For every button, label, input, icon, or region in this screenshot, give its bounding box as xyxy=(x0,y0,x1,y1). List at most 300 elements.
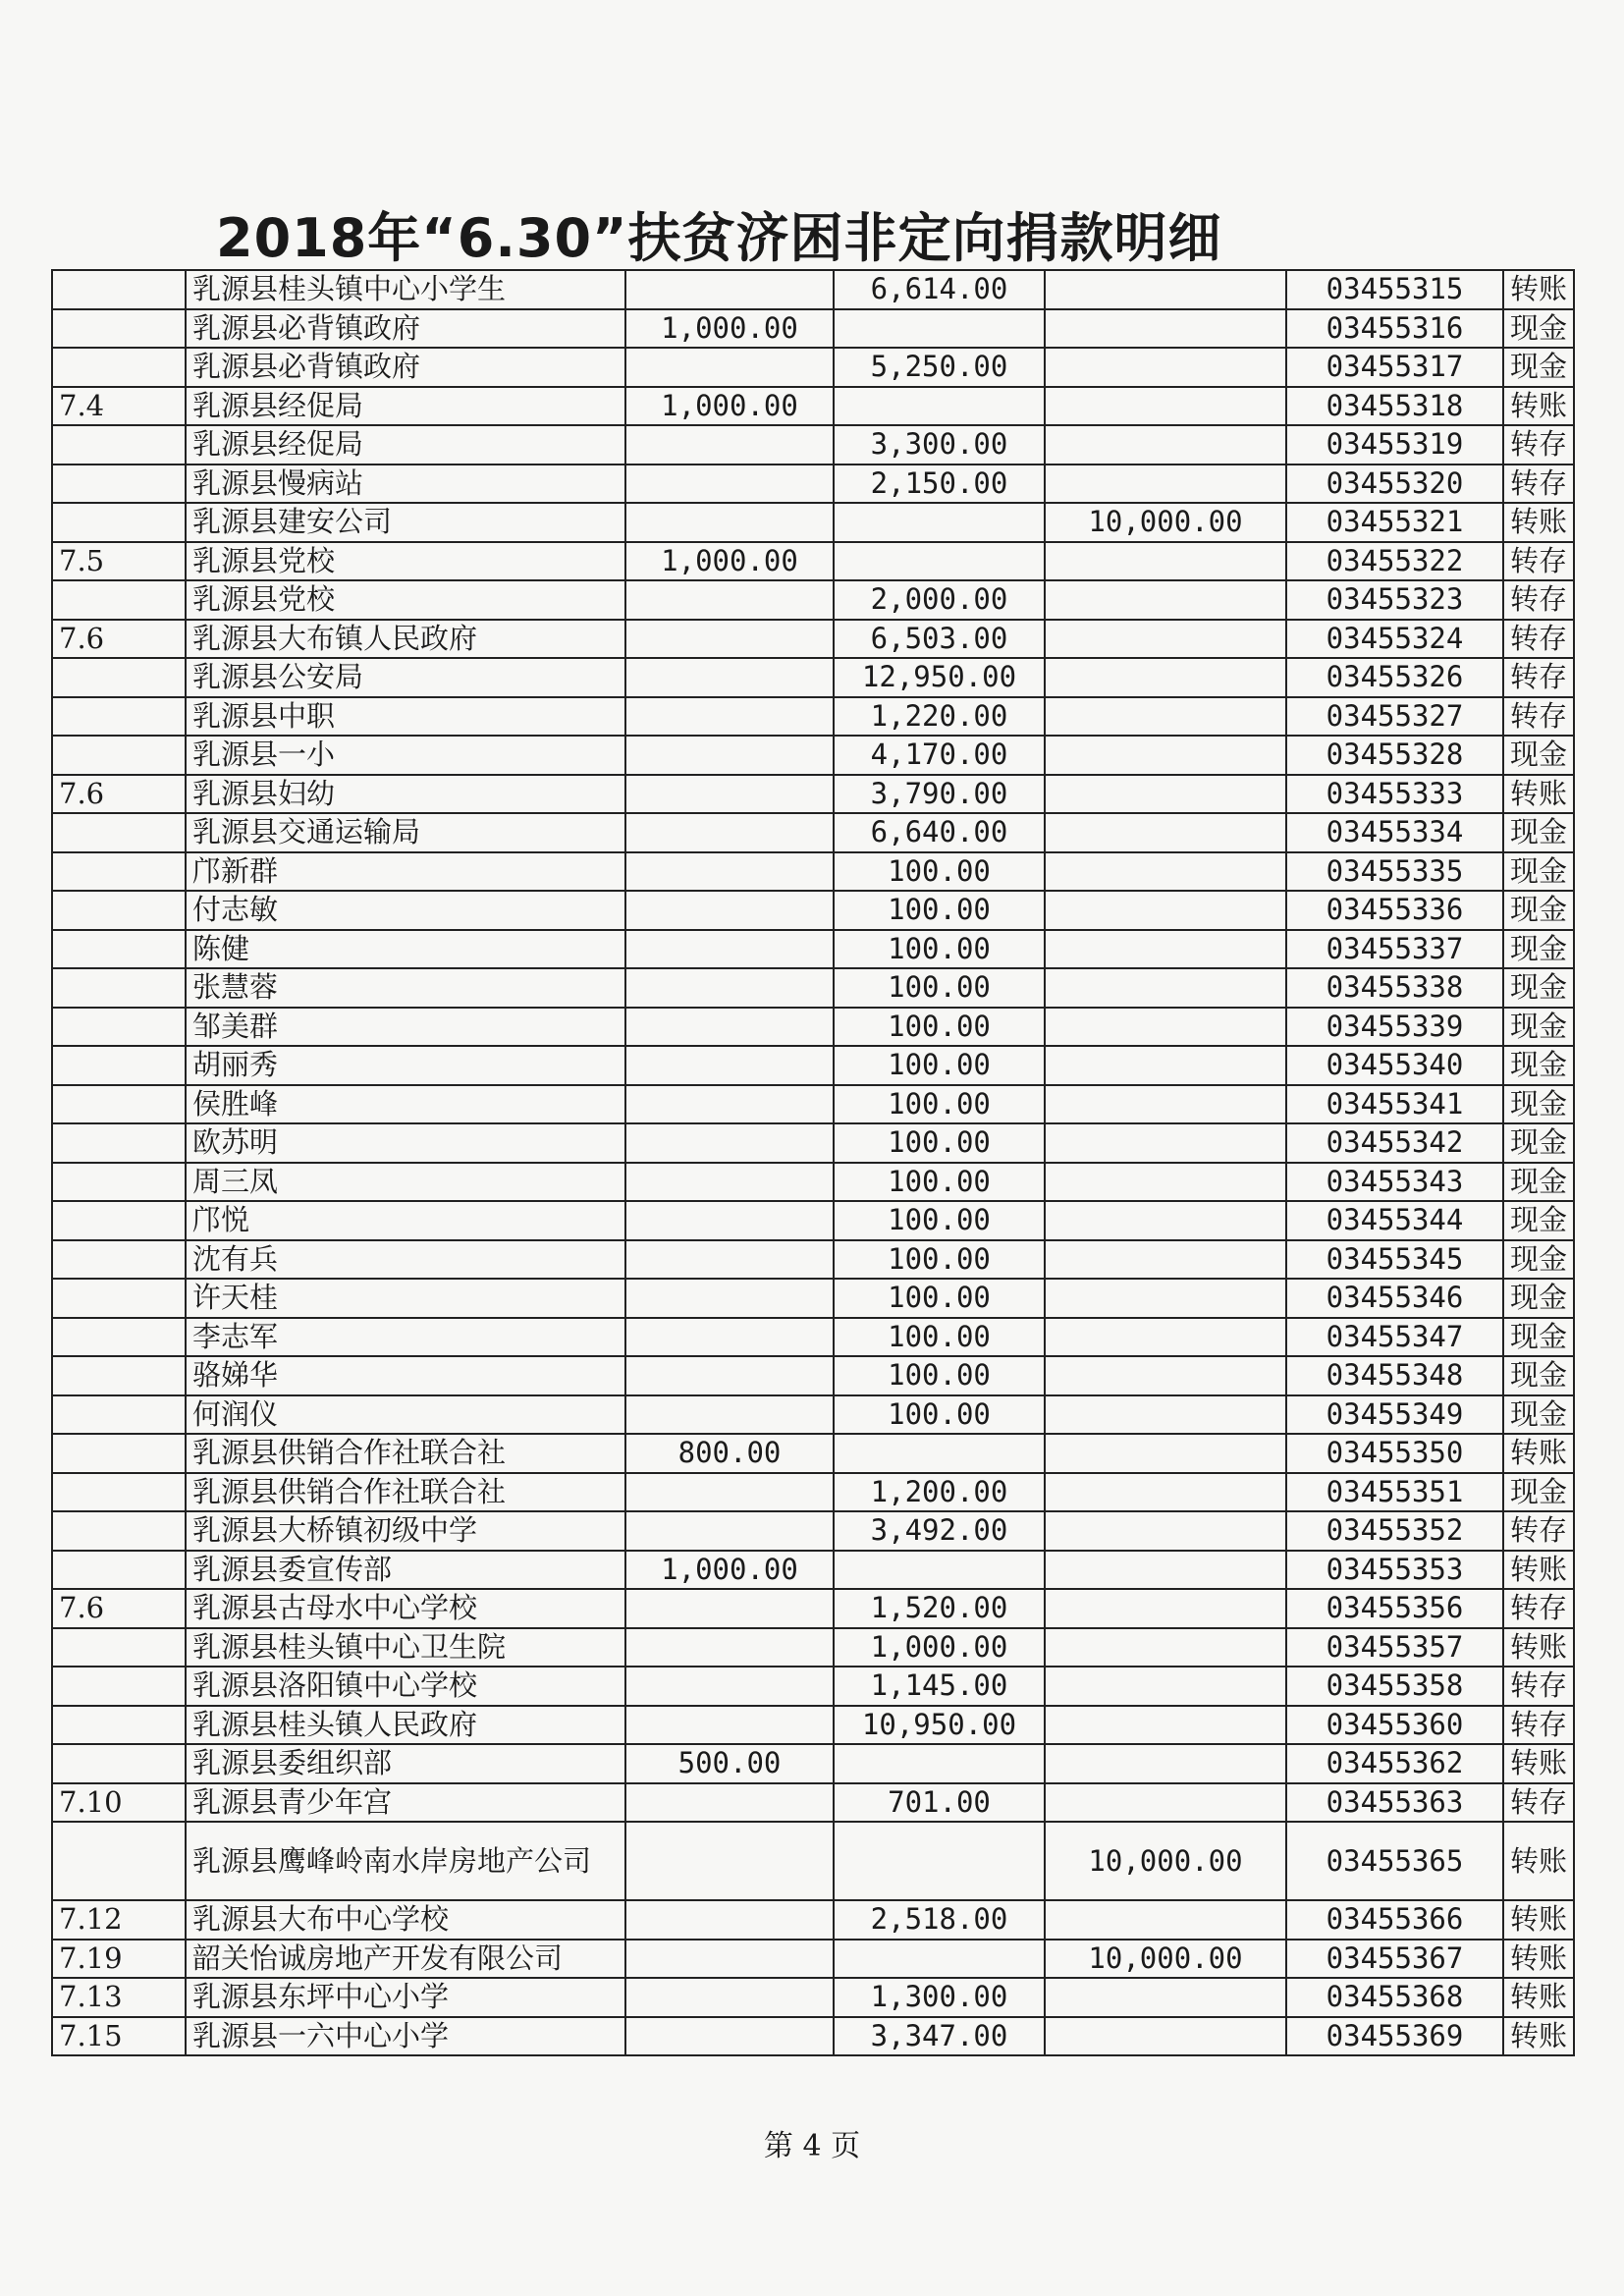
amount-col-3-cell xyxy=(1045,425,1286,465)
payment-method-cell: 转账 xyxy=(1503,1628,1574,1667)
amount-col-2-cell: 10,950.00 xyxy=(834,1706,1045,1745)
table-row xyxy=(52,1163,1574,1202)
amount-col-1-cell xyxy=(625,1163,834,1202)
amount-col-2-cell: 1,200.00 xyxy=(834,1473,1045,1512)
amount-col-1-cell: 800.00 xyxy=(625,1434,834,1473)
table-row xyxy=(52,1511,1574,1551)
amount-col-1-cell xyxy=(625,465,834,504)
date-cell xyxy=(52,1628,186,1667)
table-row xyxy=(52,775,1574,814)
payment-method-cell: 转存 xyxy=(1503,1589,1574,1628)
amount-col-3-cell xyxy=(1045,891,1286,930)
payment-method-cell: 现金 xyxy=(1503,1473,1574,1512)
payment-method-cell: 转账 xyxy=(1503,1822,1574,1900)
donor-name-cell: 乳源县古母水中心学校 xyxy=(186,1589,625,1628)
amount-col-3-cell xyxy=(1045,620,1286,659)
amount-col-2-cell xyxy=(834,1551,1045,1590)
amount-col-2-cell: 701.00 xyxy=(834,1783,1045,1823)
amount-col-2-cell: 100.00 xyxy=(834,1356,1045,1395)
amount-col-1-cell xyxy=(625,968,834,1008)
donor-name-cell: 乳源县妇幼 xyxy=(186,775,625,814)
donor-name-cell: 陈健 xyxy=(186,930,625,969)
amount-col-2-cell: 100.00 xyxy=(834,1046,1045,1085)
payment-method-cell: 转账 xyxy=(1503,2017,1574,2056)
amount-col-1-cell xyxy=(625,1628,834,1667)
donor-name-cell: 乳源县公安局 xyxy=(186,658,625,697)
receipt-number-cell: 03455321 xyxy=(1286,503,1503,542)
date-cell xyxy=(52,1822,186,1900)
date-cell xyxy=(52,1706,186,1745)
amount-col-1-cell: 1,000.00 xyxy=(625,309,834,349)
payment-method-cell: 转存 xyxy=(1503,1511,1574,1551)
table-row xyxy=(52,968,1574,1008)
table-row xyxy=(52,1201,1574,1240)
table-row xyxy=(52,736,1574,775)
receipt-number-cell: 03455363 xyxy=(1286,1783,1503,1823)
donor-name-cell: 韶关怡诚房地产开发有限公司 xyxy=(186,1940,625,1979)
amount-col-1-cell xyxy=(625,1123,834,1163)
amount-col-2-cell xyxy=(834,1434,1045,1473)
date-cell: 7.6 xyxy=(52,1589,186,1628)
receipt-number-cell: 03455362 xyxy=(1286,1744,1503,1783)
amount-col-1-cell xyxy=(625,852,834,892)
table-row xyxy=(52,1744,1574,1783)
donor-name-cell: 乳源县东坪中心小学 xyxy=(186,1978,625,2017)
payment-method-cell: 转存 xyxy=(1503,1667,1574,1706)
amount-col-2-cell xyxy=(834,1940,1045,1979)
receipt-number-cell: 03455366 xyxy=(1286,1900,1503,1940)
amount-col-1-cell xyxy=(625,1473,834,1512)
payment-method-cell: 现金 xyxy=(1503,1123,1574,1163)
date-cell xyxy=(52,1473,186,1512)
donor-name-cell: 乳源县桂头镇中心小学生 xyxy=(186,270,625,309)
amount-col-1-cell xyxy=(625,1085,834,1124)
amount-col-2-cell: 3,492.00 xyxy=(834,1511,1045,1551)
payment-method-cell: 现金 xyxy=(1503,968,1574,1008)
receipt-number-cell: 03455340 xyxy=(1286,1046,1503,1085)
donor-name-cell: 张慧蓉 xyxy=(186,968,625,1008)
date-cell xyxy=(52,1240,186,1280)
table-row xyxy=(52,270,1574,309)
amount-col-3-cell xyxy=(1045,1356,1286,1395)
amount-col-1-cell xyxy=(625,658,834,697)
amount-col-2-cell: 100.00 xyxy=(834,1240,1045,1280)
date-cell: 7.10 xyxy=(52,1783,186,1823)
amount-col-2-cell: 100.00 xyxy=(834,1201,1045,1240)
amount-col-3-cell xyxy=(1045,2017,1286,2056)
amount-col-1-cell xyxy=(625,1589,834,1628)
table-row xyxy=(52,1551,1574,1590)
receipt-number-cell: 03455352 xyxy=(1286,1511,1503,1551)
amount-col-1-cell xyxy=(625,1279,834,1318)
table-row xyxy=(52,658,1574,697)
amount-col-2-cell xyxy=(834,387,1045,426)
amount-col-2-cell xyxy=(834,1822,1045,1900)
amount-col-2-cell: 100.00 xyxy=(834,1085,1045,1124)
table-row xyxy=(52,891,1574,930)
amount-col-2-cell: 2,150.00 xyxy=(834,465,1045,504)
amount-col-3-cell xyxy=(1045,270,1286,309)
payment-method-cell: 现金 xyxy=(1503,1201,1574,1240)
payment-method-cell: 现金 xyxy=(1503,1163,1574,1202)
payment-method-cell: 转存 xyxy=(1503,1783,1574,1823)
receipt-number-cell: 03455365 xyxy=(1286,1822,1503,1900)
amount-col-1-cell xyxy=(625,1667,834,1706)
donor-name-cell: 乳源县党校 xyxy=(186,580,625,620)
receipt-number-cell: 03455353 xyxy=(1286,1551,1503,1590)
table-row xyxy=(52,1822,1574,1900)
table-row xyxy=(52,1434,1574,1473)
amount-col-1-cell xyxy=(625,736,834,775)
amount-col-1-cell xyxy=(625,348,834,387)
table-row xyxy=(52,425,1574,465)
amount-col-1-cell xyxy=(625,270,834,309)
amount-col-3-cell xyxy=(1045,1123,1286,1163)
receipt-number-cell: 03455349 xyxy=(1286,1395,1503,1435)
amount-col-1-cell xyxy=(625,1395,834,1435)
donor-name-cell: 乳源县必背镇政府 xyxy=(186,348,625,387)
payment-method-cell: 现金 xyxy=(1503,813,1574,852)
amount-col-1-cell xyxy=(625,1201,834,1240)
table-row xyxy=(52,1046,1574,1085)
payment-method-cell: 转存 xyxy=(1503,658,1574,697)
amount-col-2-cell: 6,640.00 xyxy=(834,813,1045,852)
donor-name-cell: 乳源县经促局 xyxy=(186,425,625,465)
amount-col-3-cell xyxy=(1045,1008,1286,1047)
donor-name-cell: 邝悦 xyxy=(186,1201,625,1240)
date-cell xyxy=(52,1123,186,1163)
payment-method-cell: 转账 xyxy=(1503,270,1574,309)
amount-col-3-cell xyxy=(1045,1201,1286,1240)
amount-col-3-cell xyxy=(1045,697,1286,737)
receipt-number-cell: 03455368 xyxy=(1286,1978,1503,2017)
donor-name-cell: 何润仪 xyxy=(186,1395,625,1435)
receipt-number-cell: 03455342 xyxy=(1286,1123,1503,1163)
donor-name-cell: 乳源县一小 xyxy=(186,736,625,775)
amount-col-3-cell xyxy=(1045,542,1286,581)
amount-col-2-cell: 1,520.00 xyxy=(834,1589,1045,1628)
amount-col-3-cell xyxy=(1045,1744,1286,1783)
amount-col-1-cell xyxy=(625,1783,834,1823)
amount-col-1-cell xyxy=(625,620,834,659)
table-row xyxy=(52,503,1574,542)
table-row xyxy=(52,697,1574,737)
amount-col-1-cell xyxy=(625,697,834,737)
payment-method-cell: 现金 xyxy=(1503,930,1574,969)
donor-name-cell: 乳源县大桥镇初级中学 xyxy=(186,1511,625,1551)
receipt-number-cell: 03455345 xyxy=(1286,1240,1503,1280)
receipt-number-cell: 03455351 xyxy=(1286,1473,1503,1512)
date-cell: 7.15 xyxy=(52,2017,186,2056)
receipt-number-cell: 03455335 xyxy=(1286,852,1503,892)
date-cell xyxy=(52,580,186,620)
receipt-number-cell: 03455315 xyxy=(1286,270,1503,309)
date-cell xyxy=(52,1511,186,1551)
receipt-number-cell: 03455347 xyxy=(1286,1318,1503,1357)
receipt-number-cell: 03455326 xyxy=(1286,658,1503,697)
receipt-number-cell: 03455367 xyxy=(1286,1940,1503,1979)
amount-col-2-cell: 100.00 xyxy=(834,930,1045,969)
donor-name-cell: 乳源县大布镇人民政府 xyxy=(186,620,625,659)
date-cell: 7.6 xyxy=(52,620,186,659)
donor-name-cell: 李志军 xyxy=(186,1318,625,1357)
amount-col-3-cell: 10,000.00 xyxy=(1045,503,1286,542)
amount-col-3-cell xyxy=(1045,813,1286,852)
amount-col-3-cell xyxy=(1045,465,1286,504)
donor-name-cell: 欧苏明 xyxy=(186,1123,625,1163)
date-cell: 7.13 xyxy=(52,1978,186,2017)
amount-col-1-cell xyxy=(625,813,834,852)
amount-col-1-cell xyxy=(625,1822,834,1900)
donor-name-cell: 乳源县桂头镇人民政府 xyxy=(186,1706,625,1745)
date-cell: 7.19 xyxy=(52,1940,186,1979)
receipt-number-cell: 03455341 xyxy=(1286,1085,1503,1124)
donor-name-cell: 付志敏 xyxy=(186,891,625,930)
receipt-number-cell: 03455339 xyxy=(1286,1008,1503,1047)
payment-method-cell: 转存 xyxy=(1503,620,1574,659)
date-cell xyxy=(52,1395,186,1435)
date-cell xyxy=(52,1163,186,1202)
amount-col-2-cell xyxy=(834,309,1045,349)
table-row xyxy=(52,542,1574,581)
amount-col-1-cell xyxy=(625,1046,834,1085)
table-row xyxy=(52,465,1574,504)
date-cell xyxy=(52,1008,186,1047)
payment-method-cell: 转账 xyxy=(1503,1551,1574,1590)
date-cell xyxy=(52,891,186,930)
receipt-number-cell: 03455360 xyxy=(1286,1706,1503,1745)
receipt-number-cell: 03455350 xyxy=(1286,1434,1503,1473)
amount-col-1-cell xyxy=(625,1940,834,1979)
amount-col-3-cell xyxy=(1045,1279,1286,1318)
amount-col-2-cell: 5,250.00 xyxy=(834,348,1045,387)
amount-col-3-cell xyxy=(1045,387,1286,426)
table-row xyxy=(52,852,1574,892)
amount-col-3-cell xyxy=(1045,1589,1286,1628)
date-cell xyxy=(52,697,186,737)
amount-col-3-cell: 10,000.00 xyxy=(1045,1940,1286,1979)
payment-method-cell: 转账 xyxy=(1503,1434,1574,1473)
table-row xyxy=(52,1395,1574,1435)
amount-col-2-cell: 4,170.00 xyxy=(834,736,1045,775)
table-row xyxy=(52,620,1574,659)
amount-col-2-cell: 100.00 xyxy=(834,1318,1045,1357)
amount-col-3-cell xyxy=(1045,1163,1286,1202)
amount-col-3-cell xyxy=(1045,1046,1286,1085)
donor-name-cell: 乳源县青少年宫 xyxy=(186,1783,625,1823)
amount-col-2-cell: 3,347.00 xyxy=(834,2017,1045,2056)
receipt-number-cell: 03455333 xyxy=(1286,775,1503,814)
date-cell: 7.4 xyxy=(52,387,186,426)
amount-col-1-cell: 1,000.00 xyxy=(625,542,834,581)
amount-col-2-cell: 6,614.00 xyxy=(834,270,1045,309)
donor-name-cell: 侯胜峰 xyxy=(186,1085,625,1124)
receipt-number-cell: 03455369 xyxy=(1286,2017,1503,2056)
receipt-number-cell: 03455318 xyxy=(1286,387,1503,426)
amount-col-2-cell: 1,000.00 xyxy=(834,1628,1045,1667)
receipt-number-cell: 03455348 xyxy=(1286,1356,1503,1395)
payment-method-cell: 现金 xyxy=(1503,1008,1574,1047)
receipt-number-cell: 03455343 xyxy=(1286,1163,1503,1202)
amount-col-3-cell xyxy=(1045,1318,1286,1357)
amount-col-1-cell xyxy=(625,891,834,930)
amount-col-3-cell xyxy=(1045,1511,1286,1551)
amount-col-3-cell xyxy=(1045,348,1286,387)
payment-method-cell: 转账 xyxy=(1503,1900,1574,1940)
amount-col-3-cell xyxy=(1045,1434,1286,1473)
donor-name-cell: 邹美群 xyxy=(186,1008,625,1047)
donor-name-cell: 乳源县必背镇政府 xyxy=(186,309,625,349)
amount-col-1-cell xyxy=(625,1900,834,1940)
amount-col-2-cell: 1,145.00 xyxy=(834,1667,1045,1706)
amount-col-1-cell: 500.00 xyxy=(625,1744,834,1783)
amount-col-1-cell xyxy=(625,930,834,969)
amount-col-2-cell: 100.00 xyxy=(834,1395,1045,1435)
amount-col-3-cell xyxy=(1045,658,1286,697)
date-cell xyxy=(52,736,186,775)
date-cell xyxy=(52,309,186,349)
amount-col-3-cell xyxy=(1045,852,1286,892)
date-cell xyxy=(52,658,186,697)
amount-col-2-cell: 2,518.00 xyxy=(834,1900,1045,1940)
payment-method-cell: 现金 xyxy=(1503,736,1574,775)
receipt-number-cell: 03455358 xyxy=(1286,1667,1503,1706)
receipt-number-cell: 03455324 xyxy=(1286,620,1503,659)
receipt-number-cell: 03455356 xyxy=(1286,1589,1503,1628)
donor-name-cell: 乳源县经促局 xyxy=(186,387,625,426)
donor-name-cell: 沈有兵 xyxy=(186,1240,625,1280)
receipt-number-cell: 03455346 xyxy=(1286,1279,1503,1318)
amount-col-2-cell xyxy=(834,1744,1045,1783)
amount-col-3-cell xyxy=(1045,968,1286,1008)
amount-col-1-cell xyxy=(625,425,834,465)
amount-col-3-cell xyxy=(1045,580,1286,620)
table-row xyxy=(52,1123,1574,1163)
table-row xyxy=(52,580,1574,620)
amount-col-2-cell: 3,300.00 xyxy=(834,425,1045,465)
amount-col-1-cell xyxy=(625,1978,834,2017)
payment-method-cell: 现金 xyxy=(1503,1395,1574,1435)
date-cell xyxy=(52,1434,186,1473)
amount-col-3-cell xyxy=(1045,1978,1286,2017)
amount-col-1-cell xyxy=(625,1511,834,1551)
amount-col-2-cell: 1,220.00 xyxy=(834,697,1045,737)
donor-name-cell: 许天桂 xyxy=(186,1279,625,1318)
date-cell xyxy=(52,1744,186,1783)
date-cell: 7.6 xyxy=(52,775,186,814)
amount-col-2-cell: 100.00 xyxy=(834,1163,1045,1202)
table-row xyxy=(52,1473,1574,1512)
amount-col-3-cell xyxy=(1045,930,1286,969)
receipt-number-cell: 03455337 xyxy=(1286,930,1503,969)
payment-method-cell: 现金 xyxy=(1503,1356,1574,1395)
table-row xyxy=(52,1628,1574,1667)
donor-name-cell: 乳源县委宣传部 xyxy=(186,1551,625,1590)
receipt-number-cell: 03455344 xyxy=(1286,1201,1503,1240)
payment-method-cell: 转存 xyxy=(1503,425,1574,465)
amount-col-3-cell xyxy=(1045,1900,1286,1940)
amount-col-1-cell xyxy=(625,775,834,814)
amount-col-3-cell: 10,000.00 xyxy=(1045,1822,1286,1900)
receipt-number-cell: 03455322 xyxy=(1286,542,1503,581)
payment-method-cell: 转存 xyxy=(1503,1706,1574,1745)
amount-col-3-cell xyxy=(1045,309,1286,349)
payment-method-cell: 转存 xyxy=(1503,542,1574,581)
amount-col-3-cell xyxy=(1045,1473,1286,1512)
date-cell: 7.5 xyxy=(52,542,186,581)
payment-method-cell: 转账 xyxy=(1503,1940,1574,1979)
amount-col-2-cell: 1,300.00 xyxy=(834,1978,1045,2017)
amount-col-1-cell: 1,000.00 xyxy=(625,387,834,426)
donor-name-cell: 乳源县中职 xyxy=(186,697,625,737)
payment-method-cell: 转账 xyxy=(1503,387,1574,426)
table-row xyxy=(52,1783,1574,1823)
amount-col-2-cell: 100.00 xyxy=(834,1008,1045,1047)
amount-col-2-cell: 6,503.00 xyxy=(834,620,1045,659)
date-cell xyxy=(52,348,186,387)
amount-col-3-cell xyxy=(1045,1551,1286,1590)
payment-method-cell: 转账 xyxy=(1503,503,1574,542)
table-row xyxy=(52,387,1574,426)
payment-method-cell: 转账 xyxy=(1503,1744,1574,1783)
payment-method-cell: 现金 xyxy=(1503,1240,1574,1280)
date-cell xyxy=(52,503,186,542)
amount-col-3-cell xyxy=(1045,1085,1286,1124)
donor-name-cell: 乳源县交通运输局 xyxy=(186,813,625,852)
amount-col-2-cell: 3,790.00 xyxy=(834,775,1045,814)
amount-col-3-cell xyxy=(1045,1667,1286,1706)
amount-col-2-cell xyxy=(834,503,1045,542)
donor-name-cell: 乳源县供销合作社联合社 xyxy=(186,1473,625,1512)
table-row xyxy=(52,1706,1574,1745)
date-cell xyxy=(52,1551,186,1590)
amount-col-1-cell xyxy=(625,580,834,620)
receipt-number-cell: 03455323 xyxy=(1286,580,1503,620)
date-cell: 7.12 xyxy=(52,1900,186,1940)
date-cell xyxy=(52,852,186,892)
date-cell xyxy=(52,270,186,309)
payment-method-cell: 现金 xyxy=(1503,1046,1574,1085)
amount-col-1-cell xyxy=(625,1240,834,1280)
donor-name-cell: 乳源县一六中心小学 xyxy=(186,2017,625,2056)
table-row xyxy=(52,1900,1574,1940)
payment-method-cell: 转存 xyxy=(1503,697,1574,737)
donor-name-cell: 邝新群 xyxy=(186,852,625,892)
payment-method-cell: 现金 xyxy=(1503,852,1574,892)
donor-name-cell: 乳源县洛阳镇中心学校 xyxy=(186,1667,625,1706)
amount-col-2-cell xyxy=(834,542,1045,581)
receipt-number-cell: 03455316 xyxy=(1286,309,1503,349)
amount-col-1-cell xyxy=(625,1008,834,1047)
date-cell xyxy=(52,1085,186,1124)
receipt-number-cell: 03455327 xyxy=(1286,697,1503,737)
table-row xyxy=(52,1667,1574,1706)
amount-col-2-cell: 100.00 xyxy=(834,1279,1045,1318)
date-cell xyxy=(52,968,186,1008)
amount-col-2-cell: 100.00 xyxy=(834,1123,1045,1163)
amount-col-1-cell xyxy=(625,1706,834,1745)
donation-table xyxy=(51,269,1575,2056)
receipt-number-cell: 03455357 xyxy=(1286,1628,1503,1667)
amount-col-3-cell xyxy=(1045,1395,1286,1435)
receipt-number-cell: 03455328 xyxy=(1286,736,1503,775)
table-row xyxy=(52,1008,1574,1047)
table-row xyxy=(52,1940,1574,1979)
amount-col-1-cell xyxy=(625,1318,834,1357)
date-cell xyxy=(52,813,186,852)
amount-col-1-cell: 1,000.00 xyxy=(625,1551,834,1590)
table-row xyxy=(52,930,1574,969)
